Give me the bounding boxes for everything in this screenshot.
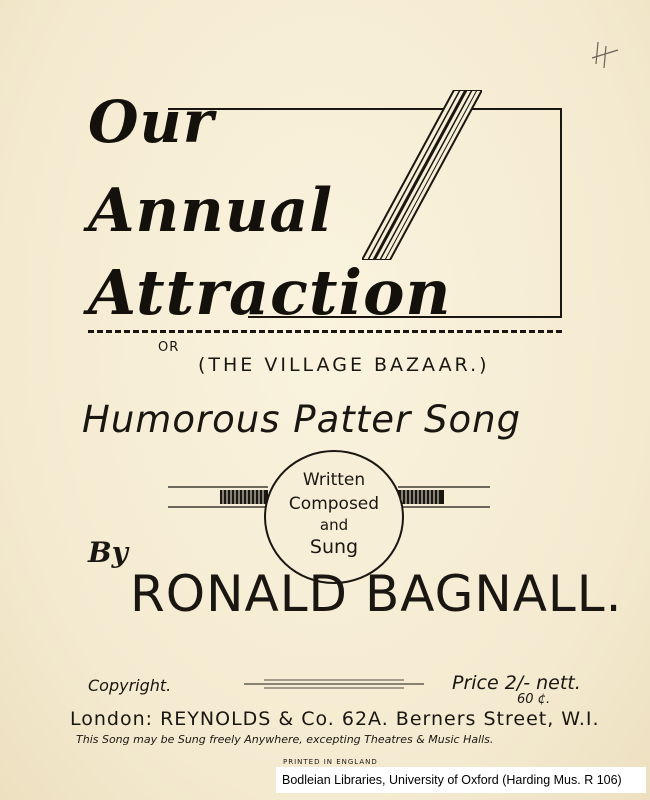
decorative-slash — [362, 90, 482, 260]
footer-ornament-rule — [244, 676, 424, 692]
genre-heading: Humorous Patter Song — [82, 398, 522, 441]
title-line-3: Attraction — [88, 256, 452, 329]
price-alt-label: 60 ¢. — [517, 692, 551, 707]
title-line-2: Annual — [88, 176, 334, 246]
pencil-annotation-mark — [588, 38, 628, 74]
library-credit: Bodleian Libraries, University of Oxford (Harding Mus. R 106) — [276, 767, 646, 793]
emblem-left-bars — [168, 484, 268, 510]
emblem-written: Written — [302, 470, 366, 490]
emblem-right-bars — [398, 484, 490, 510]
emblem-sung: Sung — [309, 536, 359, 558]
or-label: OR — [158, 340, 180, 355]
printed-in-label: PRINTED IN ENGLAND — [283, 758, 378, 766]
copyright-label: Copyright. — [88, 676, 172, 695]
author-name: RONALD BAGNALL. — [130, 565, 623, 623]
alt-title: (THE VILLAGE BAZAAR.) — [198, 354, 490, 376]
publisher-address: London: REYNOLDS & Co. 62A. Berners Street, W.I. — [70, 708, 600, 730]
emblem-and: and — [319, 516, 349, 534]
price-label: Price 2/- nett. — [452, 672, 581, 694]
title-line-1: Our — [88, 88, 215, 156]
performance-notice: This Song may be Sung freely Anywhere, excepting Theatres & Music Halls. — [76, 733, 494, 746]
title-underline — [88, 330, 562, 333]
credits-emblem — [264, 450, 404, 584]
by-label: By — [88, 536, 128, 569]
emblem-composed: Composed — [288, 494, 380, 514]
